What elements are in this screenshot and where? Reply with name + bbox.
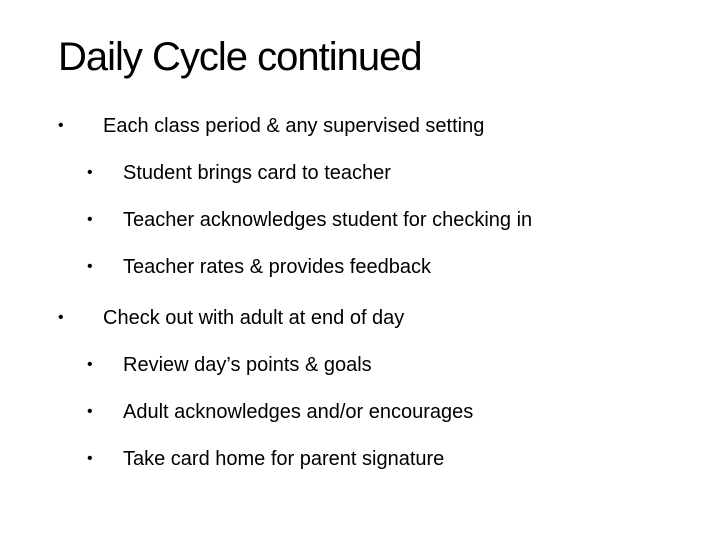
- slide-title: Daily Cycle continued: [58, 35, 422, 79]
- sub-bullet-item: [87, 446, 445, 472]
- bullet-item: [58, 305, 405, 331]
- bullet-text: Check out with adult at end of day: [103, 307, 405, 329]
- sub-bullet-item: [87, 399, 474, 425]
- bullet-icon: •: [87, 164, 93, 181]
- bullet-icon: •: [87, 450, 93, 467]
- bullet-icon: •: [58, 309, 64, 326]
- sub-bullet-text: Teacher rates & provides feedback: [123, 256, 431, 278]
- sub-bullet-text: Adult acknowledges and/or encourages: [123, 401, 474, 423]
- bullet-text: Each class period & any supervised setting: [103, 115, 485, 137]
- bullet-item: [58, 113, 485, 139]
- sub-bullet-text: Review day’s points & goals: [123, 354, 372, 376]
- sub-bullet-item: [87, 254, 431, 280]
- bullet-icon: •: [87, 258, 93, 275]
- sub-bullet-item: [87, 207, 533, 233]
- bullet-icon: •: [87, 403, 93, 420]
- sub-bullet-text: Teacher acknowledges student for checking in: [123, 209, 533, 231]
- bullet-icon: •: [87, 356, 93, 373]
- sub-bullet-text: Student brings card to teacher: [123, 162, 391, 184]
- sub-bullet-item: [87, 160, 391, 186]
- bullet-icon: •: [87, 211, 93, 228]
- sub-bullet-item: [87, 352, 372, 378]
- sub-bullet-text: Take card home for parent signature: [123, 448, 445, 470]
- bullet-icon: •: [58, 117, 64, 134]
